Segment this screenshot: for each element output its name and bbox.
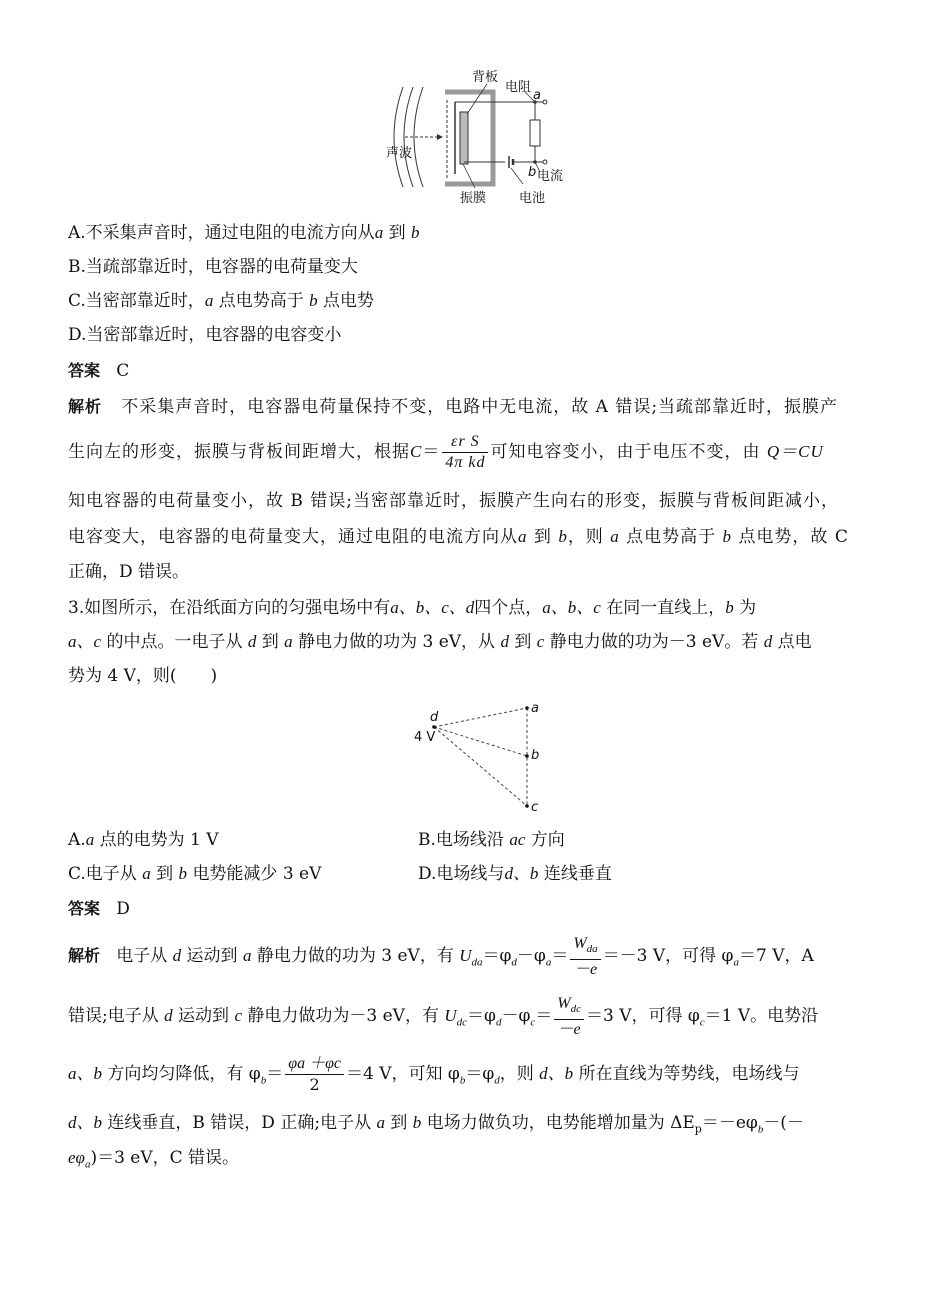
text: ＝ xyxy=(422,442,441,462)
q2-option-a xyxy=(68,222,420,244)
var: U xyxy=(444,1006,457,1025)
text: 3.如图所示，在沿纸面方向的匀强电场中有 xyxy=(68,598,391,618)
text: B.电场线沿 xyxy=(418,830,504,850)
text: A.不采集声音时，通过电阻的电流方向从 xyxy=(68,223,375,243)
capacitance-fraction xyxy=(442,432,488,473)
text: 到 xyxy=(388,223,406,243)
text: ＝φ xyxy=(482,946,512,966)
text: 错误;电子从 xyxy=(68,1006,159,1026)
q2-analysis-line3: 知电容器的电荷量变小，故 B 错误;当密部靠近时，振膜产生向右的形变，振膜与背板间距减小， xyxy=(68,491,840,511)
numerator xyxy=(570,933,600,960)
text: 静电力做的功为 3 eV，有 xyxy=(256,946,454,966)
q2-analysis-line5: 正确，D 错误。 xyxy=(68,562,190,582)
text: ＝－3 V，可得 φ xyxy=(602,946,734,966)
var: c xyxy=(234,1006,242,1025)
q3-analysis-line1 xyxy=(68,932,814,986)
sub: p xyxy=(694,1122,702,1136)
text: 点的电势为 1 V xyxy=(99,830,219,850)
var: a xyxy=(518,527,528,546)
text: 所在直线为等势线，电场线与 xyxy=(578,1064,800,1084)
text: ＝3 V，可得 φ xyxy=(585,1006,700,1026)
text: 运动到 xyxy=(186,946,238,966)
text: ，则 xyxy=(567,527,604,547)
text: ＝7 V，A xyxy=(738,946,814,966)
text: 到 xyxy=(533,527,552,547)
text: )＝3 eV，C 错误。 xyxy=(90,1148,240,1168)
var: b xyxy=(558,527,568,546)
work-fraction xyxy=(554,993,584,1040)
var: b xyxy=(725,598,734,617)
text: 方向均匀降低，有 φ xyxy=(107,1064,261,1084)
var: W xyxy=(557,994,571,1012)
sub: b xyxy=(459,1074,466,1087)
numerator: εr S xyxy=(442,432,488,453)
var: a、b、c xyxy=(542,598,601,617)
q3-option-c xyxy=(68,863,321,885)
var: a xyxy=(284,632,293,651)
var: a xyxy=(242,946,252,965)
var: d xyxy=(247,632,257,651)
q3-analysis-line2 xyxy=(68,992,818,1046)
sub: a xyxy=(545,956,552,969)
q2-option-d: D.当密部靠近时，电容器的电容变小 xyxy=(68,325,342,345)
text: 到 xyxy=(514,632,532,652)
text: －φ xyxy=(516,946,546,966)
text: 到 xyxy=(261,632,279,652)
text: ＝ xyxy=(266,1064,284,1084)
sub: d xyxy=(494,1074,500,1087)
var: d、b xyxy=(539,1064,574,1083)
var: b xyxy=(309,291,318,310)
text: 到 xyxy=(390,1113,408,1133)
var: ac xyxy=(509,830,526,849)
work-fraction xyxy=(570,933,600,980)
q2-option-c xyxy=(68,290,374,312)
answer-value: C xyxy=(116,361,130,381)
text: 运动到 xyxy=(178,1006,230,1026)
var: a、c xyxy=(68,632,102,651)
q3-analysis-line4 xyxy=(68,1112,804,1140)
text: C.当密部靠近时， xyxy=(68,291,205,311)
sub: b xyxy=(757,1123,764,1136)
var: a xyxy=(85,830,95,849)
sub: d xyxy=(495,1016,502,1029)
fig-label-c: c xyxy=(531,800,539,815)
label-dianzu: 电阻 xyxy=(505,80,532,95)
text: 为 xyxy=(739,598,757,618)
text: 不采集声音时，电容器电荷量保持不变，电路中无电流，故 A 错误;当疏部靠近时，振膜产 xyxy=(121,397,839,417)
q3-stem-line1 xyxy=(68,597,756,619)
q2-analysis-line4 xyxy=(68,526,849,548)
numerator xyxy=(554,993,584,1020)
var: d xyxy=(500,632,509,651)
var: U xyxy=(459,946,472,965)
var: b xyxy=(722,527,733,546)
text: 可知电容变小，由于电压不变，由 xyxy=(490,442,761,462)
sub: c xyxy=(530,1016,536,1029)
var: eφ xyxy=(68,1148,85,1167)
text: D.电场线与 xyxy=(418,864,505,884)
q3-analysis-line3 xyxy=(68,1050,800,1104)
var: b xyxy=(178,864,188,883)
sub: d xyxy=(511,956,517,969)
q3-stem-line3: 势为 4 V，则( ) xyxy=(68,666,218,686)
var: b xyxy=(412,1113,422,1132)
text: 四个点， xyxy=(474,598,543,618)
var: W xyxy=(573,934,587,952)
q2-analysis-line1 xyxy=(68,396,838,418)
sub: a xyxy=(84,1158,91,1171)
text: 点电势高于 xyxy=(218,291,304,311)
var: b xyxy=(411,223,420,242)
var: d、b xyxy=(68,1113,102,1132)
text: ＝φ xyxy=(467,1006,496,1026)
denominator: 2 xyxy=(309,1075,320,1094)
text: 在同一直线上， xyxy=(606,598,726,618)
numerator: φa ＋φc xyxy=(285,1054,344,1075)
var: a xyxy=(204,291,214,310)
text: 点电势 xyxy=(323,291,375,311)
q3-answer xyxy=(68,898,130,920)
label-shengbo: 声波 xyxy=(386,146,413,161)
text: －φ xyxy=(501,1006,531,1026)
denominator: －e xyxy=(573,961,598,979)
text: ＝－eφ xyxy=(701,1113,758,1133)
text: 到 xyxy=(156,864,174,884)
q3-stem-line2 xyxy=(68,631,812,653)
text: C.电子从 xyxy=(68,864,137,884)
sub: dc xyxy=(570,1003,581,1016)
analysis-label: 解析 xyxy=(68,397,103,416)
var: a xyxy=(142,864,151,883)
text: ＝4 V，可知 φ xyxy=(346,1064,460,1084)
var: c xyxy=(536,632,545,651)
text: 电子从 xyxy=(116,946,168,966)
label-a: a xyxy=(533,88,541,103)
text: ＝ xyxy=(551,946,569,966)
denominator: －e xyxy=(557,1021,581,1039)
text: 电场力做负功，电势能增加量为 ΔE xyxy=(426,1113,695,1133)
denominator: 4π kd xyxy=(445,454,486,471)
var: a xyxy=(610,527,620,546)
q3-analysis-line5 xyxy=(68,1147,239,1175)
text: 静电力做的功为－3 eV。若 xyxy=(549,632,759,652)
sub: b xyxy=(260,1074,267,1087)
label-beiban: 背板 xyxy=(472,70,499,85)
text: 电势能减少 3 eV xyxy=(192,864,322,884)
sub: a xyxy=(733,956,739,969)
q2-analysis-line2 xyxy=(68,428,824,476)
var: d xyxy=(164,1006,173,1025)
label-dianliu: 电流 xyxy=(537,169,564,184)
q2-option-b: B.当疏部靠近时，电容器的电荷量变大 xyxy=(68,257,358,277)
text: ＝φ xyxy=(465,1064,495,1084)
answer-label: 答案 xyxy=(68,361,101,380)
var: C xyxy=(410,442,423,461)
q3-option-b xyxy=(418,829,565,851)
var: d、b xyxy=(504,864,539,883)
sub: da xyxy=(471,956,483,969)
fig-label-4v: 4 V xyxy=(414,730,436,745)
text: －(－ xyxy=(763,1113,804,1133)
q2-answer xyxy=(68,360,129,382)
fig-label-d: d xyxy=(430,710,439,725)
answer-value: D xyxy=(116,899,130,919)
text: 点电势，故 C xyxy=(738,527,849,547)
formula: Q＝CU xyxy=(766,442,824,461)
text: A. xyxy=(68,830,86,850)
var: d xyxy=(172,946,182,965)
text: 静电力做功为－3 eV，有 xyxy=(247,1006,439,1026)
text: ＝1 V。电势沿 xyxy=(704,1006,819,1026)
fig-label-b: b xyxy=(531,748,540,763)
potential-fraction xyxy=(285,1054,344,1095)
sub: da xyxy=(586,943,598,956)
var: a、b xyxy=(68,1064,102,1083)
text: 生向左的形变，振膜与背板间距增大，根据 xyxy=(68,442,410,462)
sub: dc xyxy=(456,1016,468,1029)
text: 的中点。一电子从 xyxy=(106,632,243,652)
label-dianchi: 电池 xyxy=(519,191,546,206)
analysis-label: 解析 xyxy=(68,946,101,965)
text: 连线垂直 xyxy=(543,864,612,884)
text: 方向 xyxy=(530,830,565,850)
answer-label: 答案 xyxy=(68,899,101,918)
q3-option-a xyxy=(68,829,219,851)
q3-option-d xyxy=(418,863,612,885)
sub: c xyxy=(699,1016,705,1029)
var: d xyxy=(763,632,773,651)
text: ，则 xyxy=(499,1064,534,1084)
text: 电容变大，电容器的电荷量变大，通过电阻的电流方向从 xyxy=(68,527,518,547)
var: a xyxy=(376,1113,385,1132)
text: 点电 xyxy=(777,632,812,652)
fig-label-a: a xyxy=(531,701,539,716)
text: 点电势高于 xyxy=(626,527,717,547)
var: a xyxy=(374,223,384,242)
text: ＝ xyxy=(535,1006,553,1026)
label-b: b xyxy=(528,165,537,180)
text: 连线垂直，B 错误，D 正确;电子从 xyxy=(107,1113,372,1133)
label-zhenmo: 振膜 xyxy=(460,191,487,206)
text: 静电力做的功为 3 eV，从 xyxy=(298,632,496,652)
var: a、b、c、d xyxy=(390,598,475,617)
